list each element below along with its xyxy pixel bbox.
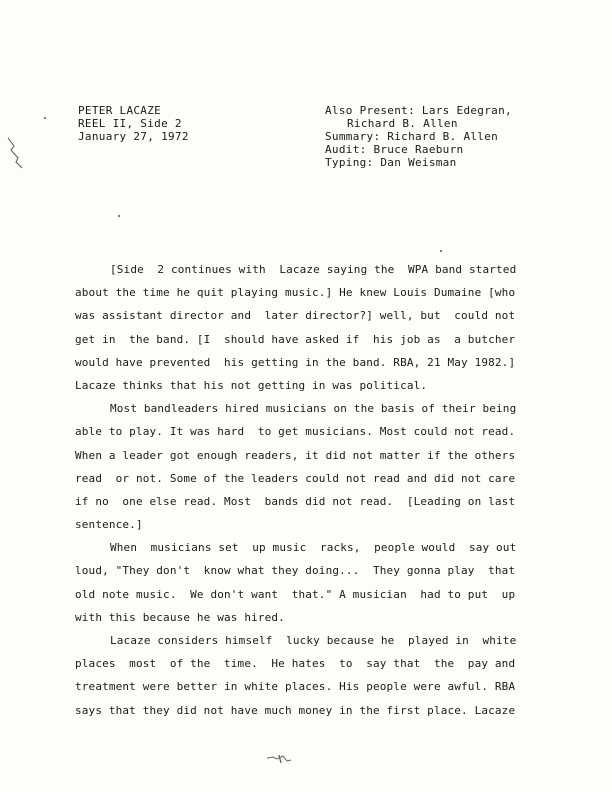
header-left-block <box>78 104 189 143</box>
summary-credit: Summary: Richard B. Allen <box>325 130 499 143</box>
body-line: Most bandleaders hired musicians on the basis of their being <box>110 402 517 416</box>
body-line: old note music. We don't want that." A musician had to put up <box>75 587 516 601</box>
body-line: get in the band. [I should have asked if his job as a butcher <box>75 332 516 346</box>
body-line: places most of the time. He hates to say that the pay and <box>75 657 516 671</box>
body-line: Lacaze considers himself lucky because he played in white <box>110 634 517 647</box>
body-line: if no one else read. Most bands did not read. [Leading on last <box>75 494 516 508</box>
body-line: Lacaze thinks that his not getting in was political. <box>75 378 428 392</box>
margin-scribble-mark <box>6 136 24 170</box>
body-line: loud, "They don't know what they doing... They gonna play that <box>75 564 516 578</box>
body-line: sentence.] <box>75 518 143 532</box>
body-line: read or not. Some of the leaders could not read and did not care <box>75 471 516 485</box>
audit-credit: Audit: Bruce Raeburn <box>325 143 464 156</box>
stray-dot-mark <box>440 250 442 252</box>
reel-side: REEL II, Side 2 <box>78 117 182 130</box>
body-line: says that they did not have much money in the first place. Lacaze <box>75 703 516 717</box>
body-line: [Side 2 continues with Lacaze saying the WPA band started <box>110 263 517 276</box>
typing-credit: Typing: Dan Weisman <box>325 156 457 169</box>
body-line: When musicians set up music racks, people would say out <box>110 541 517 555</box>
body-line: treatment were better in white places. His people were awful. RBA <box>75 680 516 694</box>
stray-dot-mark <box>44 117 46 119</box>
transcript-body <box>75 262 557 726</box>
body-line: with this because he was hired. <box>75 610 285 624</box>
footer-smudge-mark <box>265 752 295 766</box>
also-present-continued: Richard B. Allen <box>347 117 458 130</box>
header-right-block <box>325 104 512 169</box>
body-line: was assistant director and later director?] well, but could not <box>75 309 516 323</box>
also-present-line: Also Present: Lars Edegran, <box>325 104 512 117</box>
interviewee-name: PETER LACAZE <box>78 104 162 117</box>
body-line: When a leader got enough readers, it did not matter if the others <box>75 448 516 462</box>
body-line: able to play. It was hard to get musicians. Most could not read. <box>75 425 516 439</box>
interview-date: January 27, 1972 <box>78 130 189 143</box>
body-line: about the time he quit playing music.] He knew Louis Dumaine [who <box>75 286 516 300</box>
body-line: would have prevented his getting in the band. RBA, 21 May 1982.] <box>75 355 516 369</box>
stray-dot-mark <box>118 215 120 217</box>
